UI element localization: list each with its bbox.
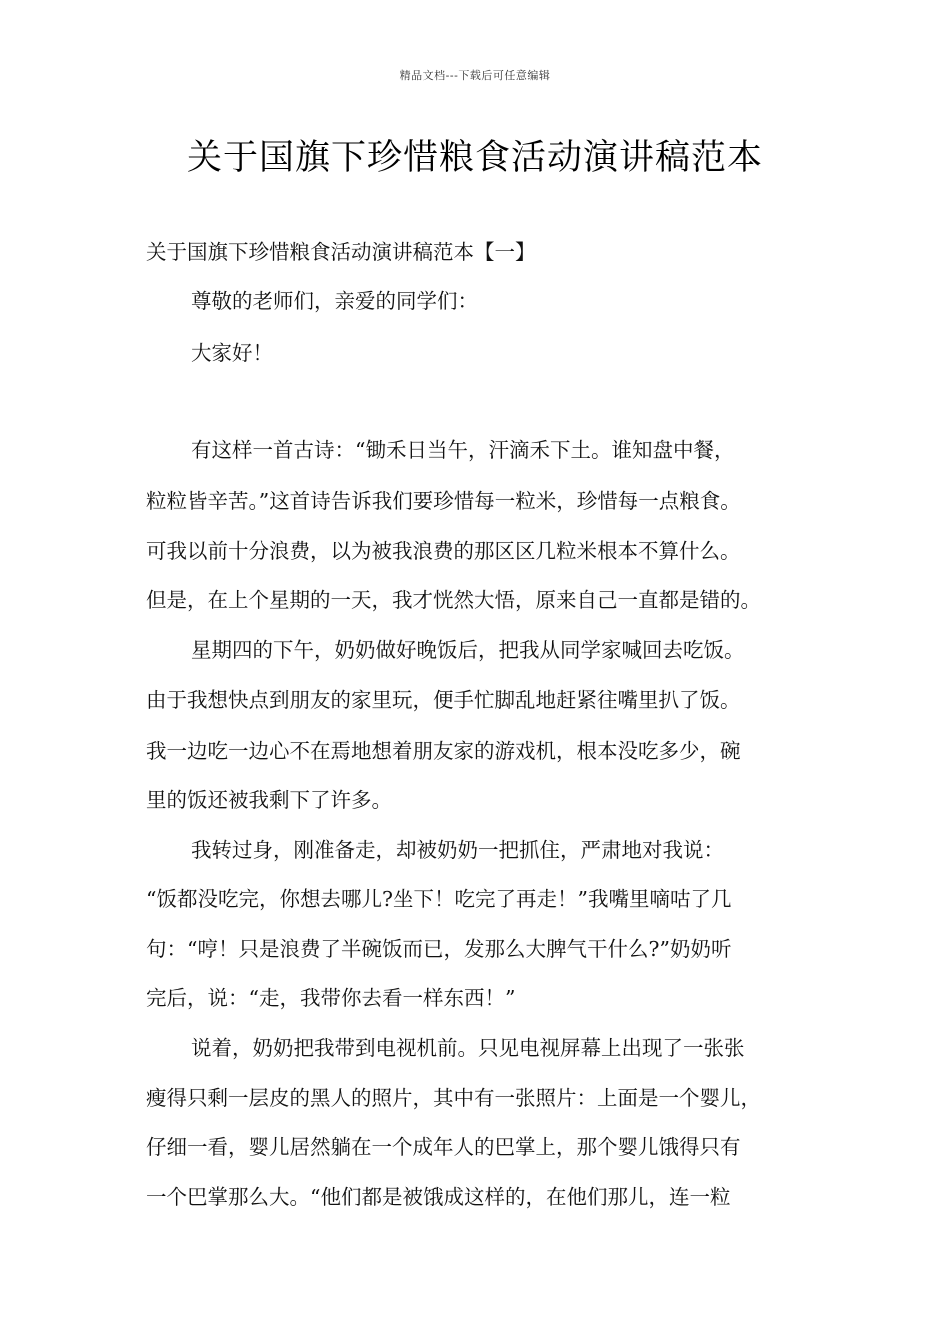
paragraph-line: “饭都没吃完，你想去哪儿?坐下！吃完了再走！”我嘴里嘀咕了几	[146, 887, 732, 911]
document-title: 关于国旗下珍惜粮食活动演讲稿范本	[186, 138, 763, 178]
section-heading: 关于国旗下珍惜粮食活动演讲稿范本【一】	[146, 240, 536, 264]
paragraph-line: 完后，说：“走，我带你去看一样东西！”	[146, 986, 516, 1010]
header-note: 精品文档---下载后可任意编辑	[399, 69, 551, 82]
paragraph-line: 瘦得只剩一层皮的黑人的照片，其中有一张照片：上面是一个婴儿，	[146, 1086, 761, 1110]
paragraph-line: 里的饭还被我剩下了许多。	[146, 788, 392, 812]
paragraph-line: 句：“哼！只是浪费了半碗饭而已，发那么大脾气干什么?”奶奶听	[146, 937, 732, 961]
paragraph-line: 我一边吃一边心不在焉地想着朋友家的游戏机，根本没吃多少，碗	[146, 739, 741, 763]
paragraph-line: 我转过身，刚准备走，却被奶奶一把抓住，严肃地对我说：	[191, 838, 724, 862]
paragraph-line: 由于我想快点到朋友的家里玩，便手忙脚乱地赶紧往嘴里扒了饭。	[146, 688, 741, 712]
paragraph-line: 一个巴掌那么大。“他们都是被饿成这样的，在他们那儿，连一粒	[146, 1185, 731, 1209]
paragraph-line: 说着，奶奶把我带到电视机前。只见电视屏幕上出现了一张张	[191, 1036, 745, 1060]
paragraph-line: 仔细一看，婴儿居然躺在一个成年人的巴掌上，那个婴儿饿得只有	[146, 1135, 741, 1159]
paragraph-line: 星期四的下午，奶奶做好晚饭后，把我从同学家喊回去吃饭。	[191, 638, 745, 662]
paragraph-line: 但是，在上个星期的一天，我才恍然大悟，原来自己一直都是错的。	[146, 588, 761, 612]
paragraph-line: 可我以前十分浪费，以为被我浪费的那区区几粒米根本不算什么。	[146, 539, 741, 563]
hello-line: 大家好！	[191, 341, 273, 365]
paragraph-line: 粒粒皆辛苦。”这首诗告诉我们要珍惜每一粒米，珍惜每一点粮食。	[146, 489, 741, 513]
greeting: 尊敬的老师们，亲爱的同学们：	[191, 289, 478, 313]
paragraph-line: 有这样一首古诗：“锄禾日当午，汗滴禾下土。谁知盘中餐，	[191, 438, 735, 462]
